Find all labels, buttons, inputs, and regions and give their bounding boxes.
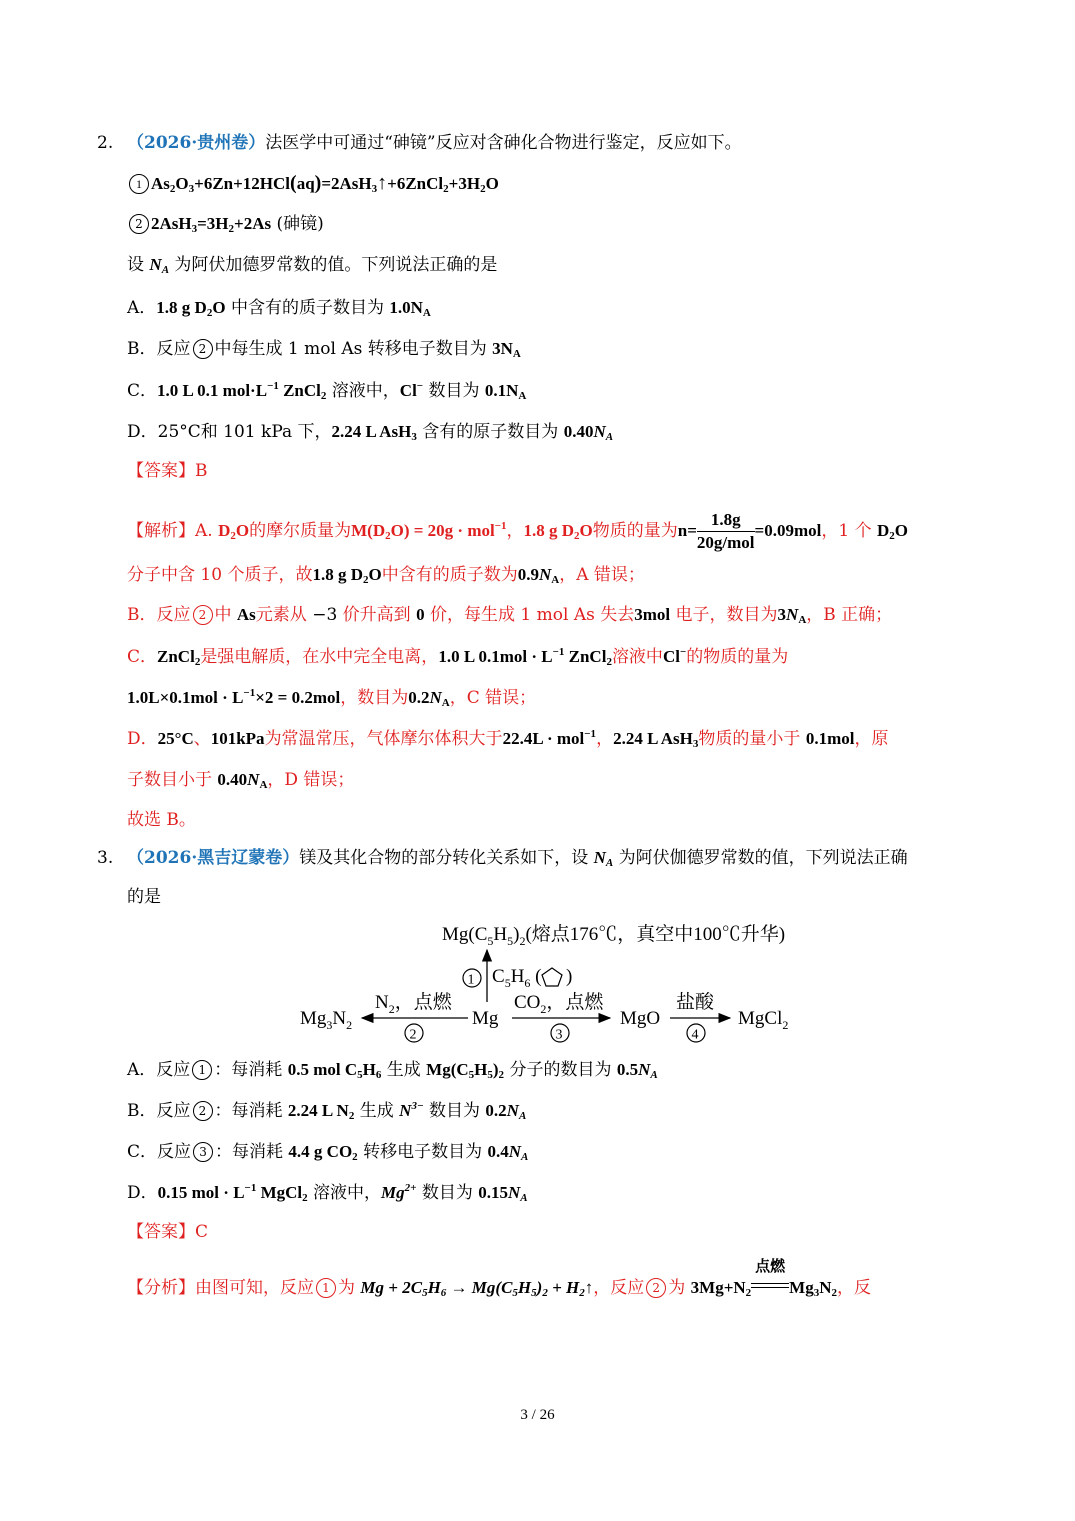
q2-option-a: A．1.8 g $D_2O$ 中含有的质子数目为 $1.0N_A$ [127, 298, 431, 319]
mg-conversion-diagram [290, 912, 810, 1047]
page-number: 3 / 26 [520, 1407, 555, 1423]
q2-stem: 法医学中可通过“砷镜”反应对含砷化合物进行鉴定，反应如下。 [265, 133, 742, 153]
svg-text:4: 4 [691, 1027, 699, 1043]
condition-over-equals: 点燃 [751, 1276, 789, 1300]
cyclopentadiene-icon [542, 968, 562, 986]
q2-stem-line [127, 131, 742, 155]
center-mg: Mg [472, 1008, 499, 1029]
top-product: $Mg(C_5H_5)_2$(熔点176℃，真空中100℃升华) [442, 924, 786, 948]
step-1-marker: 1 [467, 972, 475, 988]
q2-option-d: D．25°C和 101 kPa 下，2.24 L AsH$_3$ 含有的原子数目为 $0.40N_A$ [127, 422, 614, 443]
step-1-reagent: $C_5H_6$ ( [492, 966, 542, 990]
q2-analysis-line-5: $1.0L\times 0.1mol \cdot L^{-1}\times 2 = 0.2mol$，数目为$0.2N_A$，C 错误； [127, 687, 537, 709]
q2-prompt: 设 $N_A$ 为阿伏加德罗常数的值。下列说法正确的是 [127, 255, 498, 276]
q3-option-a: A．反应 1 ：每消耗 0.5 mol $C_5H_6$ 生成 $Mg(C_5H_5)_2$ 分子的数目为 $0.5N_A$ [127, 1060, 658, 1081]
svg-text:3: 3 [555, 1027, 563, 1043]
mid-product: MgO [620, 1008, 661, 1029]
step-3-reagent: $CO_2$，点燃 [514, 992, 604, 1016]
left-product: $Mg_3N_2$ [300, 1008, 353, 1032]
q2-reaction-2-note: (砷镜) [276, 214, 324, 234]
q3-option-d: D．0.15 mol · $L^{-1}$ MgCl$_2$ 溶液中，$Mg^{2+}$ 数目为 $0.15N_A$ [127, 1182, 528, 1204]
step-2-reagent: $N_2$，点燃 [375, 992, 452, 1016]
circled-2-icon: 2 [129, 214, 149, 234]
svg-text:2: 2 [409, 1027, 417, 1043]
svg-text:): ) [566, 966, 573, 987]
q2-analysis-line-3: B．反应 2 中 As元素从 −3 价升高到 0 价，每生成 1 mol As 失去3mol 电子，数目为$3N_A$，B 正确； [127, 605, 893, 626]
q2-reaction-1: 1 $As_2O_3+6Zn+12HCl(aq)=2AsH_3↑+6ZnCl_2+3H_2O$ [127, 171, 499, 196]
right-product: MgCl$_2$ [738, 1008, 789, 1032]
circled-2-icon: 2 [193, 339, 213, 359]
q2-answer: 【答案】B [127, 461, 208, 481]
q2-analysis-line-6: D．25°C、101kPa为常温常压，气体摩尔体积大于22.4L · mol$^{-1}$，2.24 L AsH$_3$物质的量小于 0.1mol，原 [127, 728, 889, 750]
q2-analysis-line-4: C．ZnCl$_2$是强电解质，在水中完全电离，1.0 L $0.1mol \cdot L^{-1}$ ZnCl$_2$溶液中Cl−的物质的量为 [127, 646, 789, 668]
q3-number: 3. [97, 848, 114, 868]
circled-1-icon: 1 [129, 174, 149, 194]
q3-source: （2026·黑吉辽蒙卷） [127, 848, 300, 868]
q2-source: （2026·贵州卷） [127, 133, 266, 153]
q2-option-c: C．1.0 L 0.1 $mol\cdot L^{-1}$ ZnCl$_2$ 溶液中，Cl− 数目为 $0.1N_A$ [127, 380, 527, 402]
molar-fraction: $\frac{1.8g}{\text{20g/mol}}$ [696, 510, 755, 552]
q2-analysis-line-1: 【解析】A. $D_2O$的摩尔质量为$M(D_2O) = 20g \cdot mol^{-1}$，1.8 g $D_2O$物质的量为n= $\frac{1.8g}{\text{20g/mol}}$ =0.09mol，1 个 $D_2O$ [127, 510, 908, 552]
q2-analysis-line-8: 故选 B。 [127, 810, 196, 830]
q2-reaction-2: 2 $2AsH_3=3H_2+2As$ (砷镜) [127, 212, 324, 236]
q2-analysis-line-2: 分子中含 10 个质子，故1.8 g $D_2O$中含有的质子数为$0.9N_A$，A 错误； [127, 565, 645, 586]
q3-option-c: C．反应 3 ：每消耗 4.4 g $CO_2$ 转移电子数目为 $0.4N_A$ [127, 1142, 529, 1163]
step-4-reagent: 盐酸 [676, 992, 715, 1013]
q2-analysis-line-7: 子数目小于 $0.40N_A$，D 错误； [127, 770, 355, 791]
q3-stem-line-2: 的是 [127, 887, 161, 907]
q2-number: 2. [97, 133, 114, 153]
q3-answer: 【答案】C [127, 1222, 209, 1242]
q3-analysis-line: 【分析】由图可知，反应 1 为 $Mg + 2C_5H_6 \to Mg(C_5H_5)_2$ + $H_2↑$，反应 2 为 $3Mg+N_2$ 点燃 $Mg_3N_2$，反 [127, 1257, 871, 1299]
q2-option-b: B．反应 2 中每生成 1 mol As 转移电子数目为 $3N_A$ [127, 339, 521, 360]
q3-option-b: B．反应 2 ：每消耗 2.24 L $N_2$ 生成 $N^{3-}$ 数目为 $0.2N_A$ [127, 1100, 527, 1122]
q3-stem-line-1: （2026·黑吉辽蒙卷）镁及其化合物的部分转化关系如下，设 $N_A$ 为阿伏伽德罗常数的值，下列说法正确 [127, 848, 908, 869]
